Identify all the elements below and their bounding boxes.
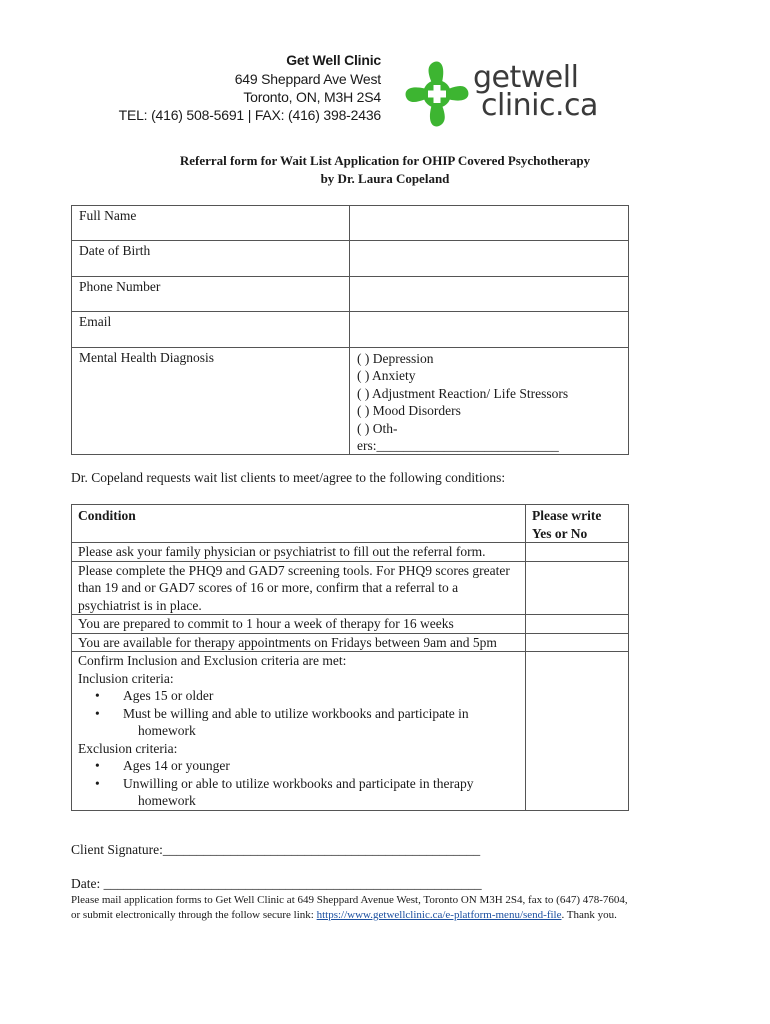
table-row [72,312,629,348]
answer-field-availability[interactable] [526,633,629,652]
answer-header [526,505,629,543]
conditions-intro: Dr. Copeland requests wait list clients to meet/agree to the following conditions: [71,470,506,485]
criteria-intro: Confirm Inclusion and Exclusion criteria are met: [78,653,347,668]
secure-upload-link[interactable]: https://www.getwellclinic.ca/e-platform-menu/send-file [316,909,562,921]
diagnosis-label: Mental Health Diagnosis [72,348,350,455]
phone-number-field[interactable] [350,277,629,312]
exclusion-label: Exclusion criteria: [78,740,178,756]
bullet: • [95,705,100,721]
email-field[interactable] [350,312,629,348]
footer-line-2-prefix: or submit electronically through the follow secure link: [71,909,317,921]
table-row [72,348,629,455]
date-of-birth-field[interactable] [350,241,629,277]
exclusion-item-workbooks-cont: homework [138,793,196,808]
table-row [72,277,629,312]
answer-field-screening[interactable] [526,561,629,615]
conditions-table [71,504,629,811]
email-label: Email [72,312,350,348]
diagnosis-option-depression[interactable]: ( ) Depression [357,351,434,366]
address-line-2: Toronto, ON, M3H 2S4 [243,89,381,105]
table-row [72,505,629,543]
table-row [72,206,629,241]
diagnosis-others-line[interactable]: ers:___________________________ [357,438,559,454]
answer-header-line-2: Yes or No [532,525,588,541]
answer-header-line-1: Please write [532,508,602,523]
list-item [78,775,519,810]
diagnosis-option-mood[interactable]: ( ) Mood Disorders [357,403,461,419]
phone-fax: TEL: (416) 508-5691 | FAX: (416) 398-2436 [118,107,381,123]
personal-info-table [71,205,629,455]
table-row [72,241,629,277]
clinic-name: Get Well Clinic [286,52,381,68]
footer-line-1: Please mail application forms to Get Well Clinic at 649 Sheppard Avenue West, Toronto ON M3H 2S4, fax to (647) 478-7604, [71,894,628,906]
footer-line-2-suffix: . Thank you. [561,909,617,921]
clinic-logo-icon [401,59,473,129]
footer-line-2 [71,909,617,921]
list-item [78,705,519,740]
condition-criteria [72,652,526,811]
table-row [72,561,629,615]
table-row [72,543,629,562]
inclusion-item-age: Ages 15 or older [123,688,214,703]
exclusion-item-age: Ages 14 or younger [123,758,230,773]
client-signature-line[interactable]: Client Signature:_______________________________________________ [71,842,481,857]
date-line[interactable]: Date: ________________________________________________________ [71,876,482,891]
date-of-birth-label: Date of Birth [72,241,350,277]
inclusion-item-workbooks-cont: homework [138,723,196,738]
condition-header: Condition [72,505,526,543]
inclusion-label: Inclusion criteria: [78,670,174,686]
answer-field-referral[interactable] [526,543,629,562]
table-row [72,615,629,634]
answer-field-criteria[interactable] [526,652,629,811]
inclusion-item-workbooks: Must be willing and able to utilize workbooks and participate in [123,705,469,721]
answer-field-commitment[interactable] [526,615,629,634]
diagnosis-option-others[interactable]: ( ) Oth- [357,420,398,436]
exclusion-item-workbooks: Unwilling or able to utilize workbooks and participate in therapy [123,775,474,791]
table-row [72,633,629,652]
address-line-1: 649 Sheppard Ave West [234,71,381,87]
list-item [78,687,519,705]
full-name-label: Full Name [72,206,350,241]
bullet: • [95,775,100,791]
condition-commitment: You are prepared to commit to 1 hour a week of therapy for 16 weeks [72,615,526,634]
bullet: • [95,688,100,703]
full-name-field[interactable] [350,206,629,241]
bullet: • [95,758,100,773]
table-row [72,652,629,811]
list-item [78,757,519,775]
diagnosis-option-adjustment[interactable]: ( ) Adjustment Reaction/ Life Stressors [357,385,569,401]
condition-availability: You are available for therapy appointments on Fridays between 9am and 5pm [72,633,526,652]
condition-screening: Please complete the PHQ9 and GAD7 screening tools. For PHQ9 scores greater than 19 and or GAD7 scores of 16 or more, confirm that a referral to a psychiatrist is in place. [72,561,526,615]
phone-number-label: Phone Number [72,277,350,312]
logo-text-getwell: getwell [473,60,579,95]
logo-text-clinic: clinic.ca [481,88,598,123]
diagnosis-options [350,348,629,455]
condition-referral: Please ask your family physician or psychiatrist to fill out the referral form. [72,543,526,562]
form-title: Referral form for Wait List Application for OHIP Covered Psychotherapy [179,153,591,168]
diagnosis-option-anxiety[interactable]: ( ) Anxiety [357,368,416,384]
form-subtitle: by Dr. Laura Copeland [320,171,450,186]
